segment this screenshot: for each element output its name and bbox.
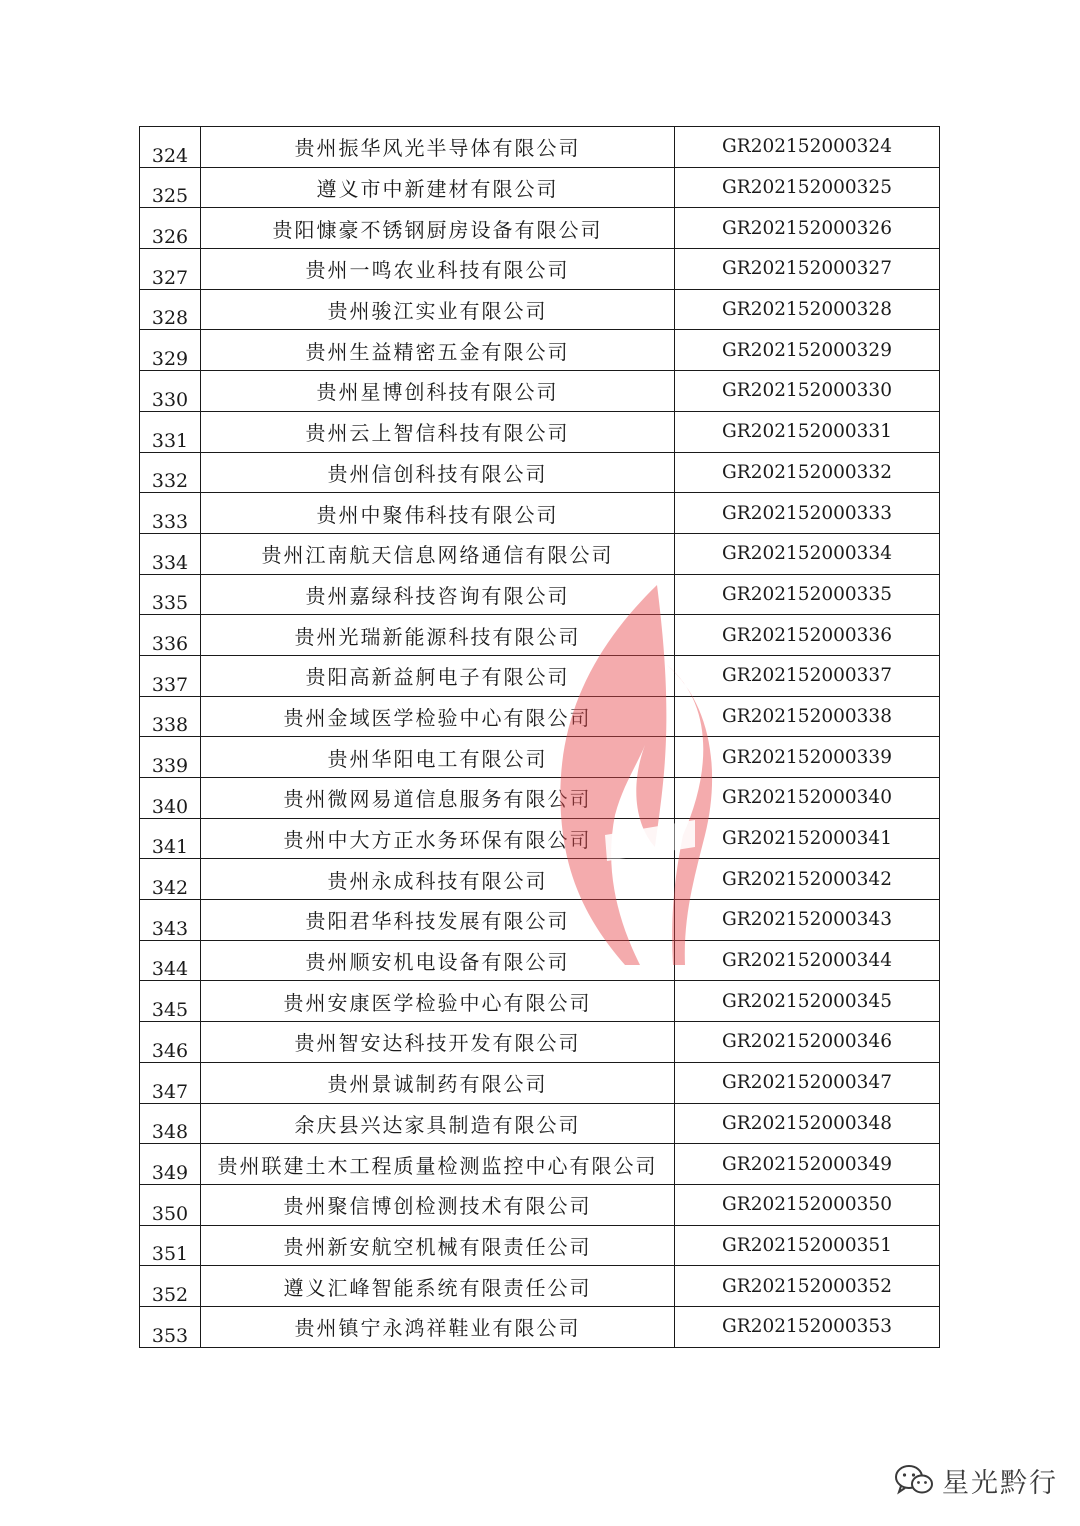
row-index: 334	[140, 533, 201, 574]
certificate-code: GR202152000327	[675, 249, 940, 290]
certificate-code: GR202152000350	[675, 1184, 940, 1225]
company-list-table	[139, 126, 940, 1348]
row-index: 341	[140, 818, 201, 859]
table-row	[140, 981, 940, 1022]
table-row	[140, 208, 940, 249]
table-row	[140, 615, 940, 656]
certificate-code: GR202152000326	[675, 208, 940, 249]
table-row	[140, 655, 940, 696]
company-name: 贵州嘉绿科技咨询有限公司	[201, 574, 675, 615]
row-index: 335	[140, 574, 201, 615]
table-row	[140, 167, 940, 208]
table-row	[140, 900, 940, 941]
certificate-code: GR202152000342	[675, 859, 940, 900]
company-name: 遵义汇峰智能系统有限责任公司	[201, 1266, 675, 1307]
row-index: 331	[140, 411, 201, 452]
table-row	[140, 859, 940, 900]
table-row	[140, 411, 940, 452]
table-row	[140, 371, 940, 412]
company-name: 贵阳君华科技发展有限公司	[201, 900, 675, 941]
company-name: 贵州生益精密五金有限公司	[201, 330, 675, 371]
table-row	[140, 818, 940, 859]
company-name: 贵州江南航天信息网络通信有限公司	[201, 533, 675, 574]
company-name: 贵州中聚伟科技有限公司	[201, 493, 675, 534]
company-name: 贵州安康医学检验中心有限公司	[201, 981, 675, 1022]
row-index: 352	[140, 1266, 201, 1307]
certificate-code: GR202152000336	[675, 615, 940, 656]
certificate-code: GR202152000347	[675, 1062, 940, 1103]
table-row	[140, 330, 940, 371]
company-name: 贵州云上智信科技有限公司	[201, 411, 675, 452]
company-name: 贵州永成科技有限公司	[201, 859, 675, 900]
certificate-code: GR202152000346	[675, 1022, 940, 1063]
company-name: 贵州聚信博创检测技术有限公司	[201, 1184, 675, 1225]
company-name: 贵州新安航空机械有限责任公司	[201, 1225, 675, 1266]
table-row	[140, 493, 940, 534]
row-index: 326	[140, 208, 201, 249]
certificate-code: GR202152000352	[675, 1266, 940, 1307]
certificate-code: GR202152000332	[675, 452, 940, 493]
row-index: 342	[140, 859, 201, 900]
row-index: 330	[140, 371, 201, 412]
certificate-code: GR202152000330	[675, 371, 940, 412]
company-name: 贵州一鸣农业科技有限公司	[201, 249, 675, 290]
company-name: 贵州微网易道信息服务有限公司	[201, 778, 675, 819]
certificate-code: GR202152000349	[675, 1144, 940, 1185]
table-row	[140, 1103, 940, 1144]
row-index: 324	[140, 127, 201, 168]
certificate-code: GR202152000348	[675, 1103, 940, 1144]
certificate-code: GR202152000333	[675, 493, 940, 534]
row-index: 348	[140, 1103, 201, 1144]
company-name: 贵州镇宁永鸿祥鞋业有限公司	[201, 1306, 675, 1347]
certificate-code: GR202152000331	[675, 411, 940, 452]
row-index: 333	[140, 493, 201, 534]
row-index: 336	[140, 615, 201, 656]
table-row	[140, 452, 940, 493]
company-name: 贵州联建土木工程质量检测监控中心有限公司	[201, 1144, 675, 1185]
table-row	[140, 1144, 940, 1185]
table-row	[140, 778, 940, 819]
company-name: 贵州顺安机电设备有限公司	[201, 940, 675, 981]
certificate-code: GR202152000351	[675, 1225, 940, 1266]
company-name: 贵州振华风光半导体有限公司	[201, 127, 675, 168]
company-name: 贵州骏江实业有限公司	[201, 289, 675, 330]
table-row	[140, 696, 940, 737]
company-name: 贵阳高新益舸电子有限公司	[201, 655, 675, 696]
table-row	[140, 1184, 940, 1225]
certificate-code: GR202152000325	[675, 167, 940, 208]
certificate-code: GR202152000334	[675, 533, 940, 574]
table-row	[140, 533, 940, 574]
certificate-code: GR202152000324	[675, 127, 940, 168]
certificate-code: GR202152000345	[675, 981, 940, 1022]
certificate-code: GR202152000340	[675, 778, 940, 819]
wechat-icon	[894, 1463, 934, 1497]
table-row	[140, 1266, 940, 1307]
row-index: 340	[140, 778, 201, 819]
table-row	[140, 574, 940, 615]
table-row	[140, 1306, 940, 1347]
row-index: 345	[140, 981, 201, 1022]
table-row	[140, 1225, 940, 1266]
row-index: 327	[140, 249, 201, 290]
certificate-code: GR202152000344	[675, 940, 940, 981]
row-index: 332	[140, 452, 201, 493]
certificate-code: GR202152000339	[675, 737, 940, 778]
row-index: 351	[140, 1225, 201, 1266]
certificate-code: GR202152000341	[675, 818, 940, 859]
company-name: 贵阳慷豪不锈钢厨房设备有限公司	[201, 208, 675, 249]
row-index: 349	[140, 1144, 201, 1185]
table-row	[140, 127, 940, 168]
brand-name: 星光黔行	[942, 1467, 1058, 1499]
table-row	[140, 1062, 940, 1103]
row-index: 353	[140, 1306, 201, 1347]
certificate-code: GR202152000329	[675, 330, 940, 371]
table-body	[140, 127, 940, 1348]
table-row	[140, 1022, 940, 1063]
certificate-code: GR202152000338	[675, 696, 940, 737]
company-name: 贵州光瑞新能源科技有限公司	[201, 615, 675, 656]
row-index: 328	[140, 289, 201, 330]
row-index: 344	[140, 940, 201, 981]
table-row	[140, 737, 940, 778]
row-index: 338	[140, 696, 201, 737]
company-name: 余庆县兴达家具制造有限公司	[201, 1103, 675, 1144]
company-name: 遵义市中新建材有限公司	[201, 167, 675, 208]
table-row	[140, 289, 940, 330]
certificate-code: GR202152000335	[675, 574, 940, 615]
company-name: 贵州信创科技有限公司	[201, 452, 675, 493]
row-index: 347	[140, 1062, 201, 1103]
brand-mark	[894, 1460, 1058, 1500]
table-row	[140, 940, 940, 981]
certificate-code: GR202152000353	[675, 1306, 940, 1347]
certificate-code: GR202152000328	[675, 289, 940, 330]
table-row	[140, 249, 940, 290]
certificate-code: GR202152000343	[675, 900, 940, 941]
company-name: 贵州金域医学检验中心有限公司	[201, 696, 675, 737]
company-name: 贵州华阳电工有限公司	[201, 737, 675, 778]
company-name: 贵州星博创科技有限公司	[201, 371, 675, 412]
company-name: 贵州景诚制药有限公司	[201, 1062, 675, 1103]
row-index: 346	[140, 1022, 201, 1063]
row-index: 329	[140, 330, 201, 371]
row-index: 339	[140, 737, 201, 778]
company-name: 贵州中大方正水务环保有限公司	[201, 818, 675, 859]
row-index: 350	[140, 1184, 201, 1225]
company-name: 贵州智安达科技开发有限公司	[201, 1022, 675, 1063]
row-index: 343	[140, 900, 201, 941]
row-index: 337	[140, 655, 201, 696]
row-index: 325	[140, 167, 201, 208]
certificate-code: GR202152000337	[675, 655, 940, 696]
